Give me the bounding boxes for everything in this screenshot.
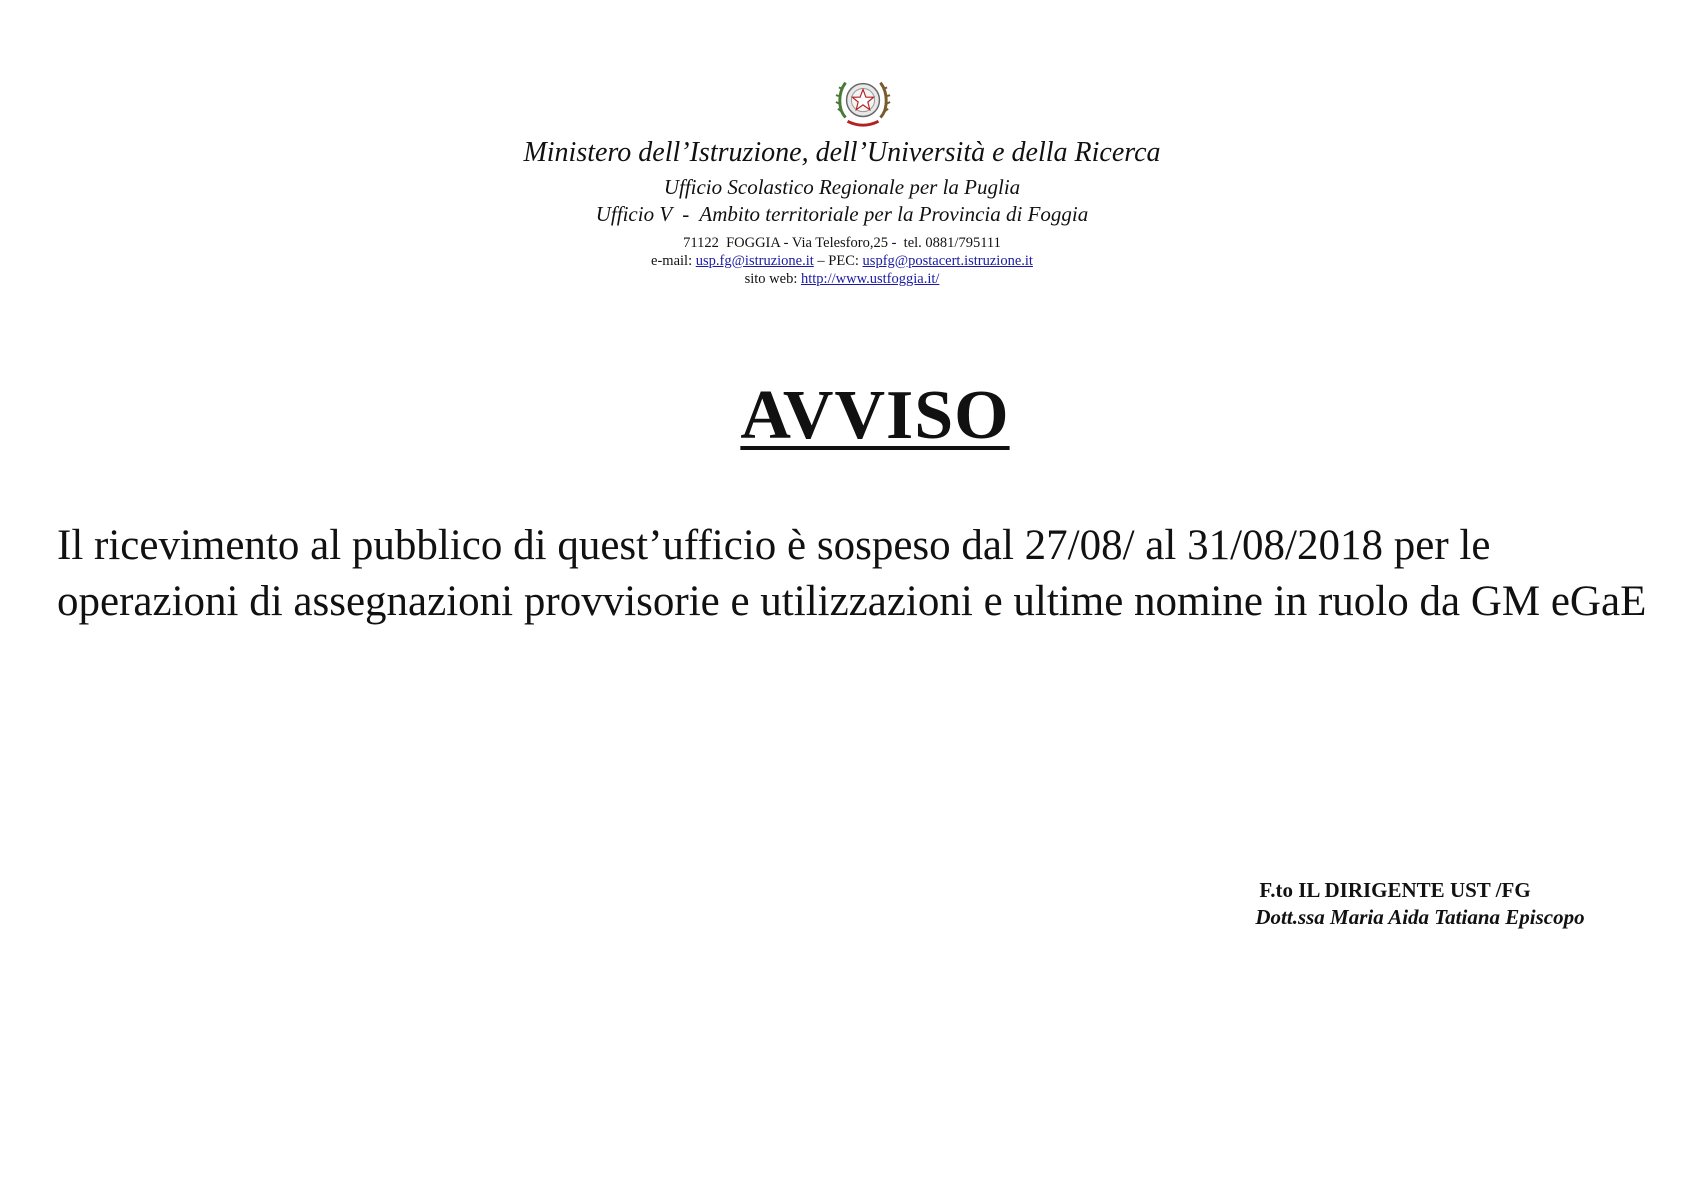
pec-link[interactable]: uspfg@postacert.istruzione.it	[862, 253, 1033, 269]
signature-name: Dott.ssa Maria Aida Tatiana Episcopo	[1255, 905, 1585, 929]
notice-title: AVVISO	[740, 377, 1010, 454]
notice-body: Il ricevimento al pubblico di quest’ufficio è sospeso dal 27/08/ al 31/08/2018 per le operazioni di assegnazioni provvisorie e utilizzazioni e ultime nomine in ruolo da GM eGaE	[57, 522, 1647, 625]
website-label: sito web:	[744, 271, 801, 287]
website-line	[0, 270, 1684, 288]
italian-republic-emblem-icon	[834, 73, 892, 131]
regional-office: Ufficio Scolastico Regionale per la Puglia	[663, 175, 1021, 199]
local-office: Ufficio V - Ambito territoriale per la Provincia di Foggia	[595, 202, 1089, 226]
ministry-name: Ministero dell’Istruzione, dell’Università e della Ricerca	[523, 137, 1161, 168]
signature-role: F.to IL DIRIGENTE UST /FG	[1259, 878, 1531, 902]
pec-label: – PEC:	[813, 253, 863, 269]
office-address: 71122 FOGGIA - Via Telesforo,25 - tel. 0881/795111	[683, 235, 1001, 251]
email-link[interactable]: usp.fg@istruzione.it	[695, 253, 814, 269]
website-link[interactable]: http://www.ustfoggia.it/	[800, 271, 940, 287]
notice-title-container	[0, 376, 1684, 456]
email-label: e-mail:	[651, 253, 696, 269]
contact-line	[0, 252, 1684, 270]
